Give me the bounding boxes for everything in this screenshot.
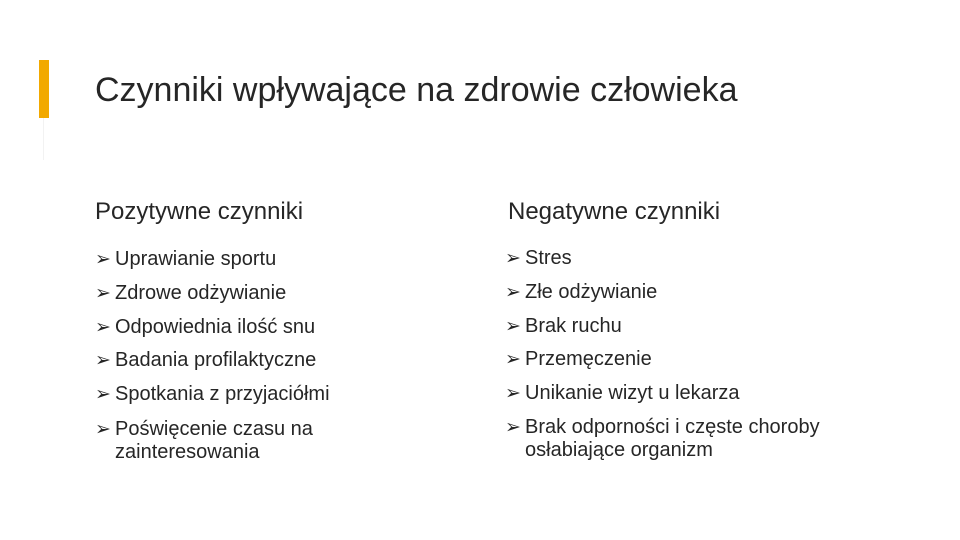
list-item-text: Złe odżywianie [525,281,658,303]
list-item [505,348,652,371]
list-item-text: Unikanie wizyt u lekarza [525,382,740,404]
arrow-bullet-icon: ➢ [505,247,521,269]
positive-factors-heading: Pozytywne czynniki [95,198,304,225]
list-item [505,382,740,405]
list-item-text: Poświęcenie czasu na zainteresowania [115,418,313,463]
list-item-text: Badania profilaktyczne [115,349,317,371]
list-item-text: Uprawianie sportu [115,248,277,270]
list-item-text: Brak odporności i częste choroby osłabiające organizm [525,416,820,461]
arrow-bullet-icon: ➢ [505,281,521,303]
arrow-bullet-icon: ➢ [95,349,111,371]
list-item-text: Stres [525,247,572,269]
negative-factors-column [505,196,925,461]
arrow-bullet-icon: ➢ [505,348,521,370]
arrow-bullet-icon: ➢ [505,315,521,337]
list-item [505,416,820,462]
list-item [505,247,572,270]
list-item [95,383,330,406]
arrow-bullet-icon: ➢ [505,382,521,404]
list-item [95,349,316,372]
arrow-bullet-icon: ➢ [95,282,111,304]
arrow-bullet-icon: ➢ [505,416,521,438]
slide-title: Czynniki wpływające na zdrowie człowieka [95,71,738,109]
arrow-bullet-icon: ➢ [95,248,111,270]
list-item-text: Zdrowe odżywianie [115,282,287,304]
list-item-text: Przemęczenie [525,348,652,370]
list-item-text: Odpowiednia ilość snu [115,316,316,338]
list-item [95,418,313,464]
negative-factors-heading: Negatywne czynniki [508,198,721,225]
list-item [505,281,657,304]
arrow-bullet-icon: ➢ [95,383,111,405]
list-item-text: Brak ruchu [525,315,622,337]
positive-factors-column [95,196,485,463]
list-item [95,316,315,339]
list-item [95,282,286,305]
arrow-bullet-icon: ➢ [95,316,111,338]
list-item [95,248,276,271]
list-item-text: Spotkania z przyjaciółmi [115,383,330,405]
title-accent-line [43,118,44,160]
list-item [505,315,622,338]
title-accent-bar [39,60,49,118]
arrow-bullet-icon: ➢ [95,418,111,440]
